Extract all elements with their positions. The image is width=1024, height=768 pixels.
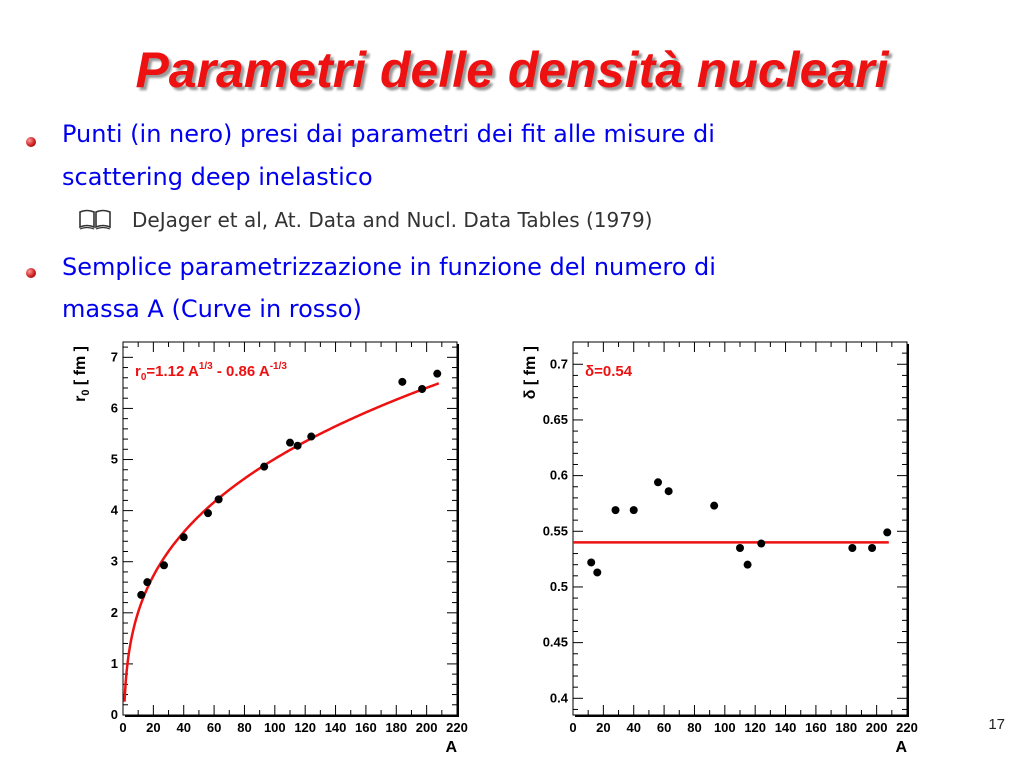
- x-tick-label: 200: [415, 720, 438, 735]
- x-tick-label: 140: [774, 720, 797, 735]
- y-axis-title: [72, 346, 92, 402]
- page-number: 17: [988, 716, 1005, 733]
- x-tick-label: 180: [385, 720, 408, 735]
- data-point: [883, 528, 891, 536]
- bullet-2-line-2: massa A (Curve in rosso): [62, 295, 362, 323]
- y-tick-label: 2: [110, 604, 118, 620]
- x-axis-title: A: [895, 739, 907, 756]
- y-tick-label: 4: [110, 502, 118, 518]
- data-point: [593, 568, 601, 576]
- data-point: [757, 540, 765, 548]
- bullet-1-line-2: scattering deep inelastico: [62, 163, 373, 191]
- data-point: [612, 506, 620, 514]
- chart-r0-vs-A: [72, 330, 468, 760]
- y-tick-label: 6: [110, 400, 118, 416]
- fit-formula-part: 0: [140, 372, 147, 383]
- y-tick-label: 0.65: [542, 411, 568, 427]
- x-tick-label: 0: [569, 720, 577, 735]
- y-tick-label: 0.7: [549, 356, 568, 372]
- x-tick-label: 220: [896, 720, 918, 735]
- x-tick-label: 40: [626, 720, 641, 735]
- data-point: [630, 506, 638, 514]
- x-tick-label: 160: [355, 720, 377, 735]
- data-point: [204, 509, 212, 517]
- x-tick-label: 60: [656, 720, 672, 735]
- data-point: [137, 591, 145, 599]
- data-point: [848, 544, 856, 552]
- y-tick-label: 3: [110, 553, 118, 569]
- fit-formula-part: =1.12 A: [146, 363, 199, 380]
- data-point: [260, 463, 268, 471]
- sub-bullet-reference: DeJager et al, At. Data and Nucl. Data Tables (1979): [132, 208, 653, 232]
- y-tick-label: 0.4: [549, 690, 568, 706]
- x-tick-label: 80: [237, 720, 252, 735]
- fit-formula-part: 1/3: [198, 361, 213, 372]
- x-tick-label: 100: [713, 720, 736, 735]
- y-tick-label: 0.55: [542, 523, 568, 539]
- x-tick-label: 160: [805, 720, 827, 735]
- data-point: [736, 544, 744, 552]
- data-point: [143, 578, 151, 586]
- bullet-icon: [26, 137, 36, 147]
- x-tick-label: 180: [835, 720, 858, 735]
- data-point: [744, 561, 752, 569]
- y-axis-title-unit: [ fm ]: [72, 346, 89, 390]
- y-axis-title-symbol: δ: [522, 389, 539, 400]
- fit-formula-label: [585, 363, 633, 380]
- bullet-2-line-1: Semplice parametrizzazione in funzione del numero di: [62, 253, 716, 281]
- x-tick-label: 120: [744, 720, 767, 735]
- data-point: [160, 561, 168, 569]
- data-point: [398, 378, 406, 386]
- data-point: [710, 502, 718, 510]
- data-point: [665, 487, 673, 495]
- y-tick-label: 0.5: [549, 578, 568, 594]
- x-tick-label: 220: [446, 720, 468, 735]
- data-point: [433, 370, 441, 378]
- x-axis-title: A: [445, 739, 457, 756]
- data-point: [307, 433, 315, 441]
- plot-frame: [573, 342, 907, 715]
- fit-formula-part: - 0.86 A: [212, 363, 270, 380]
- x-tick-label: 40: [176, 720, 191, 735]
- bullet-1-line-1: Punti (in nero) presi dai parametri dei fit alle misure di: [62, 120, 715, 148]
- fit-formula-part: r: [135, 363, 141, 380]
- x-tick-label: 20: [596, 720, 611, 735]
- x-tick-label: 20: [146, 720, 161, 735]
- chart-delta-vs-A: [510, 330, 918, 760]
- y-axis-title-subscript: 0: [80, 389, 92, 396]
- x-tick-label: 100: [263, 720, 286, 735]
- y-tick-label: 5: [110, 451, 118, 467]
- data-point: [868, 544, 876, 552]
- x-tick-label: 60: [206, 720, 222, 735]
- y-axis-title-symbol: r: [72, 395, 89, 402]
- y-tick-label: 7: [110, 349, 118, 365]
- y-tick-label: 0: [110, 707, 118, 722]
- x-tick-label: 120: [294, 720, 317, 735]
- fit-formula-part: =0.54: [594, 363, 633, 380]
- y-axis-title-unit: [ fm ]: [522, 346, 539, 390]
- fit-formula-part: δ: [585, 363, 595, 380]
- data-point: [418, 385, 426, 393]
- x-tick-label: 0: [119, 720, 127, 735]
- data-point: [180, 533, 188, 541]
- book-icon: [78, 207, 112, 231]
- data-point: [215, 495, 223, 503]
- y-tick-label: 0.45: [542, 634, 568, 650]
- data-point: [587, 558, 595, 566]
- data-point: [294, 442, 302, 450]
- x-tick-label: 200: [865, 720, 888, 735]
- y-tick-label: 1: [110, 655, 118, 671]
- y-axis-title: [522, 346, 539, 399]
- slide-title: Parametri delle densità nucleari: [135, 42, 889, 98]
- x-tick-label: 80: [687, 720, 702, 735]
- data-point: [286, 439, 294, 447]
- plot-frame: [123, 342, 457, 715]
- y-tick-label: 0.6: [549, 467, 568, 483]
- bullet-icon: [26, 268, 36, 278]
- x-tick-label: 140: [324, 720, 347, 735]
- data-point: [654, 478, 662, 486]
- fit-formula-part: -1/3: [269, 361, 287, 372]
